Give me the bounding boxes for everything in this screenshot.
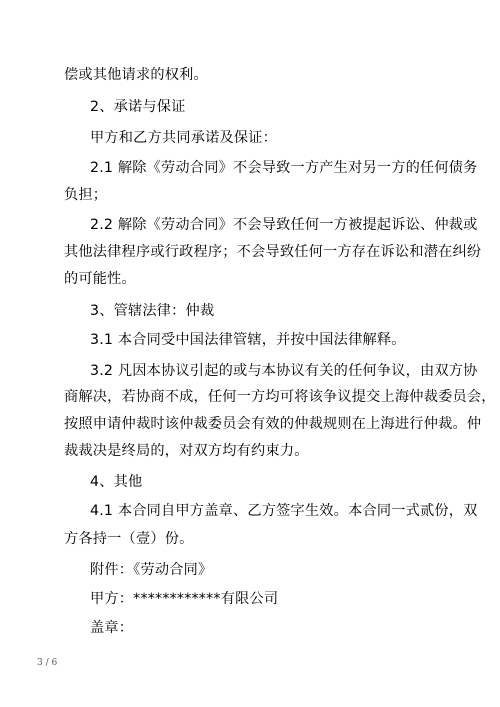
- text-line: 按照申请仲裁时该仲裁委员会有效的仲裁规则在上海进行仲裁。仲: [64, 416, 482, 432]
- seal-line: 盖章：: [90, 620, 134, 636]
- text-line: 的可能性。: [64, 271, 136, 287]
- text-line: 商解决，若协商不成，任何一方均可将该争议提交上海仲裁委员会，: [64, 389, 496, 405]
- clause-line: 3.2 凡因本协议引起的或与本协议有关的任何争议，由双方协: [90, 363, 478, 379]
- clause-line: 2.1 解除《劳动合同》不会导致一方产生对另一方的任何债务: [90, 160, 478, 176]
- page-indicator: 3 / 6: [37, 658, 58, 668]
- section-heading: 3、管辖法律：仲裁: [90, 303, 215, 319]
- text-line: 负担；: [64, 187, 108, 203]
- section-heading: 2、承诺与保证: [90, 99, 186, 115]
- clause-line: 3.1 本合同受中国法律管辖，并按中国法律解释。: [90, 332, 406, 348]
- party-a-line: 甲方：************有限公司: [90, 591, 279, 607]
- clause-line: 4.1 本合同自甲方盖章、乙方签字生效。本合同一式贰份，双: [90, 503, 478, 519]
- text-line: 方各持一（壹）份。: [64, 531, 194, 547]
- clause-line: 2.2 解除《劳动合同》不会导致任何一方被提起诉讼、仲裁或: [90, 217, 478, 233]
- text-line: 偿或其他请求的权利。: [64, 67, 208, 83]
- text-line: 其他法律程序或行政程序；不会导致任何一方存在诉讼和潜在纠纷: [64, 244, 482, 260]
- text-line: 甲方和乙方共同承诺及保证：: [90, 130, 278, 146]
- text-line: 裁裁决是终局的，对双方均有约束力。: [64, 443, 309, 459]
- section-heading: 4、其他: [90, 474, 143, 490]
- attachment-line: 附件：《劳动合同》: [90, 562, 213, 578]
